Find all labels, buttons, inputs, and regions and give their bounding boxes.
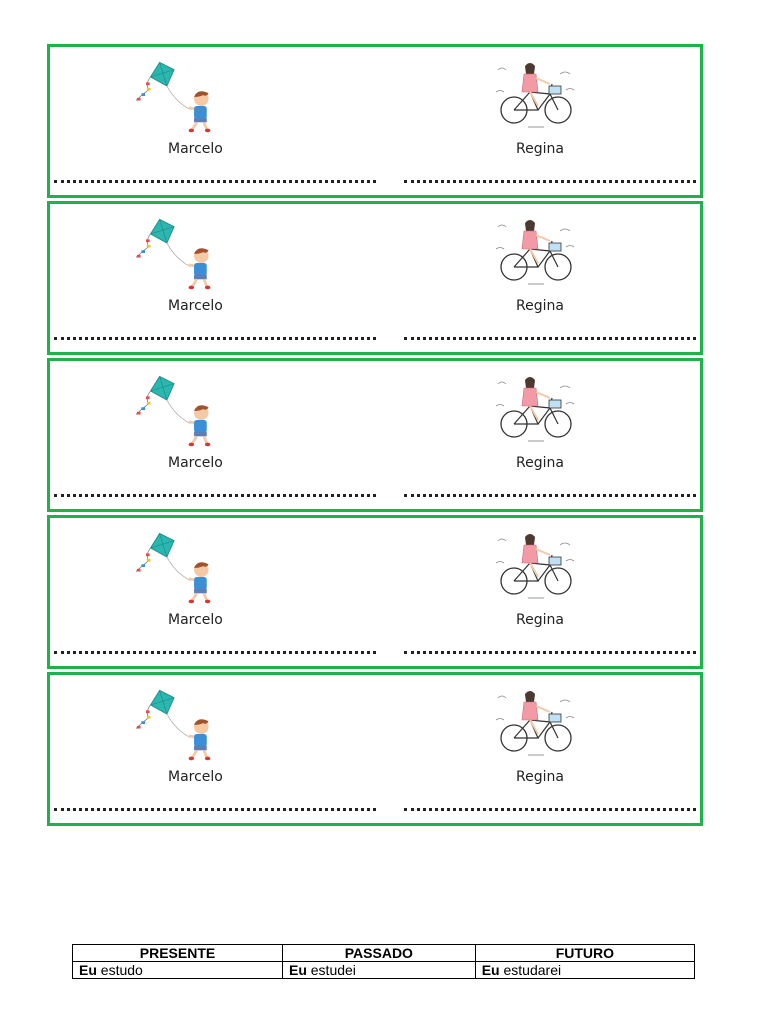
boy-flying-kite-icon [128, 685, 222, 763]
card-right-half [380, 47, 700, 195]
card-right-half [380, 204, 700, 352]
name-cards [47, 44, 703, 829]
table-cell [475, 962, 694, 979]
card-left-half [50, 518, 380, 666]
verb: estudo [100, 962, 143, 978]
name-card [47, 201, 703, 355]
girl-on-bicycle-icon [494, 373, 580, 449]
table-cell [73, 962, 283, 979]
card-left-half [50, 47, 380, 195]
pronoun: Eu [79, 962, 97, 978]
verb-tense-table [72, 944, 695, 979]
card-right-half [380, 361, 700, 509]
table-row [73, 962, 695, 979]
girl-on-bicycle-icon [494, 687, 580, 763]
card-name-left: Marcelo [168, 141, 223, 157]
pronoun: Eu [288, 962, 307, 978]
boy-flying-kite-icon [128, 528, 222, 606]
name-card [47, 44, 703, 198]
table-cell [282, 962, 475, 979]
writing-line [404, 180, 696, 183]
card-name-right: Regina [516, 455, 564, 471]
card-left-half [50, 204, 380, 352]
card-name-right: Regina [516, 612, 564, 628]
card-name-left: Marcelo [168, 455, 223, 471]
header-passado: PASSADO [282, 945, 475, 962]
name-card [47, 515, 703, 669]
card-name-right: Regina [516, 769, 564, 785]
table-header-row [73, 945, 695, 962]
name-card [47, 358, 703, 512]
header-futuro: FUTURO [475, 945, 694, 962]
card-name-right: Regina [516, 298, 564, 314]
girl-on-bicycle-icon [494, 530, 580, 606]
boy-flying-kite-icon [128, 214, 222, 292]
verb: estudarei [503, 962, 562, 978]
girl-on-bicycle-icon [494, 59, 580, 135]
boy-flying-kite-icon [128, 57, 222, 135]
writing-line [404, 808, 696, 811]
writing-line [54, 808, 376, 811]
writing-line [404, 494, 696, 497]
card-name-right: Regina [516, 141, 564, 157]
writing-line [54, 651, 376, 654]
card-left-half [50, 675, 380, 823]
pronoun: Eu [481, 962, 500, 978]
writing-line [404, 651, 696, 654]
card-name-left: Marcelo [168, 769, 223, 785]
writing-line [404, 337, 696, 340]
girl-on-bicycle-icon [494, 216, 580, 292]
card-left-half [50, 361, 380, 509]
verb: estudei [310, 962, 356, 978]
card-name-left: Marcelo [168, 298, 223, 314]
card-right-half [380, 518, 700, 666]
card-name-left: Marcelo [168, 612, 223, 628]
writing-line [54, 337, 376, 340]
header-presente: PRESENTE [73, 945, 283, 962]
name-card [47, 672, 703, 826]
boy-flying-kite-icon [128, 371, 222, 449]
writing-line [54, 494, 376, 497]
card-right-half [380, 675, 700, 823]
writing-line [54, 180, 376, 183]
